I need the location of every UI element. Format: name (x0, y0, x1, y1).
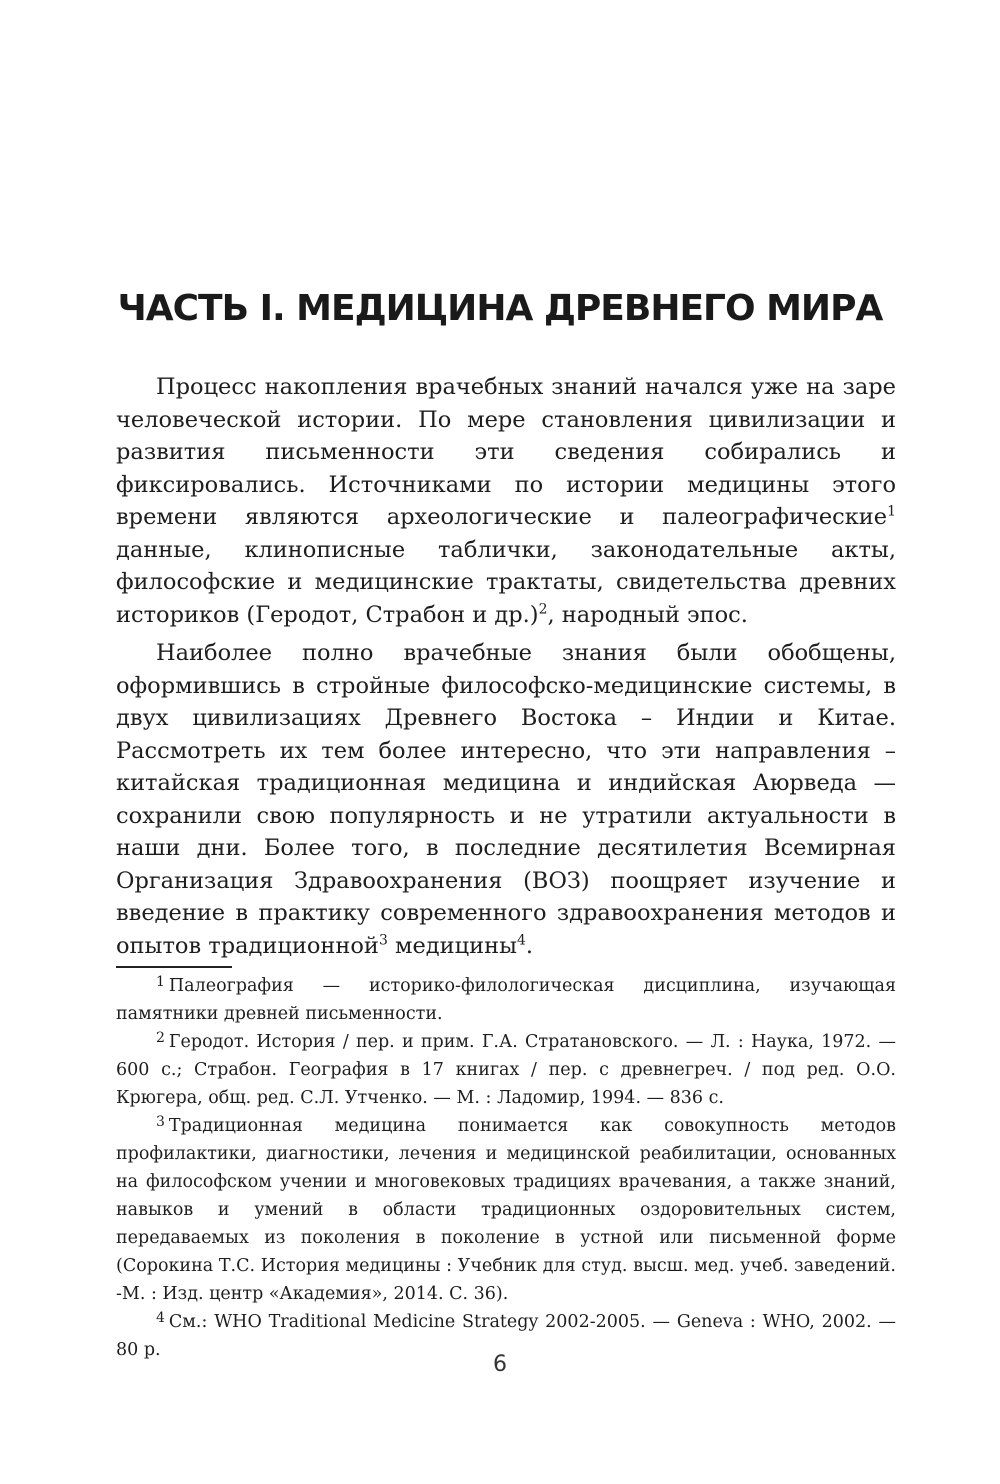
footnote-ref[interactable]: 1 (887, 503, 896, 520)
footnote-number: 2 (156, 1030, 165, 1047)
paragraph (116, 637, 896, 962)
footnote-ref[interactable]: 3 (378, 932, 388, 948)
text-segment: медицины (387, 932, 518, 959)
footnote-number: 1 (156, 974, 165, 991)
footnote-ref[interactable]: 4 (517, 932, 526, 948)
footnote-divider (116, 966, 232, 968)
footnotes (116, 972, 896, 1364)
footnote-number: 3 (156, 1114, 165, 1131)
footnote-text: Геродот. История / пер. и прим. Г.А. Стратановского. — Л. : Наука, 1972. — 600 с.; Страбон. География в 17 книгах / пер. с древнегреч. / под ред. О.О. Крюгера, общ. ред. С.Л. Утченко. — М. : Ладомир, 1994. — 836 с. (116, 1032, 896, 1108)
main-text (116, 371, 896, 962)
paragraph (116, 371, 896, 631)
footnote-text: Традиционная медицина понимается как совокупность методов профилактики, диагностики, лечения и медицинской реабилитации, основанных на философском учении и многовековых традициях врачевания, а также знаний, навыков и умений в области традиционных оздоровительных систем, передаваемых из поколения в поколение в устной или письменной форме (Сорокина Т.С. История медицины : Учебник для студ. высш. мед. учеб. заведений. -М. : Изд. центр «Академия», 2014. С. 36). (116, 1116, 896, 1304)
footnote-text: Палеография — историко-филологическая дисциплина, изучающая памятники древней письменности. (116, 976, 896, 1024)
footnote (116, 1028, 896, 1112)
text-segment: данные, клинописные таблички, законодательные акты, философские и медицинские трактаты, свидетельства древних историков (Геродот, Страбон и др.) (116, 536, 896, 628)
text-segment: , народный эпос. (547, 601, 748, 628)
text-segment: . (525, 932, 534, 959)
footnote-ref[interactable]: 2 (538, 601, 548, 617)
footnote-number: 4 (156, 1310, 165, 1327)
text-segment: Процесс накопления врачебных знаний начался уже на заре человеческой истории. По мере становления цивилизации и развития письменности эти сведения собирались и фиксировались. Источниками по истории медицины этого времени являются археологические и палеографические (116, 374, 896, 530)
footnote (116, 1112, 896, 1308)
footnote-text: См.: WHO Traditional Medicine Strategy 2002-2005. — Geneva : WHO, 2002. — 80 p. (116, 1312, 896, 1360)
chapter-title: ЧАСТЬ I. МЕДИЦИНА ДРЕВНЕГО МИРА (117, 288, 883, 329)
footnote (116, 972, 896, 1028)
page-number: 6 (493, 1352, 507, 1377)
text-segment: Наиболее полно врачебные знания были обобщены, оформившись в стройные философско-медицинские системы, в двух цивилизациях Древнего Востока – Индии и Китае. Рассмотреть их тем более интересно, что эти направления – китайская традиционная медицина и индийская Аюрведа — сохранили свою популярность и не утратили актуальности в наши дни. Более того, в последние десятилетия Всемирная Организация Здравоохранения (ВОЗ) поощряет изучение и введение в практику современного здравоохранения методов и опытов традиционной (116, 640, 896, 959)
